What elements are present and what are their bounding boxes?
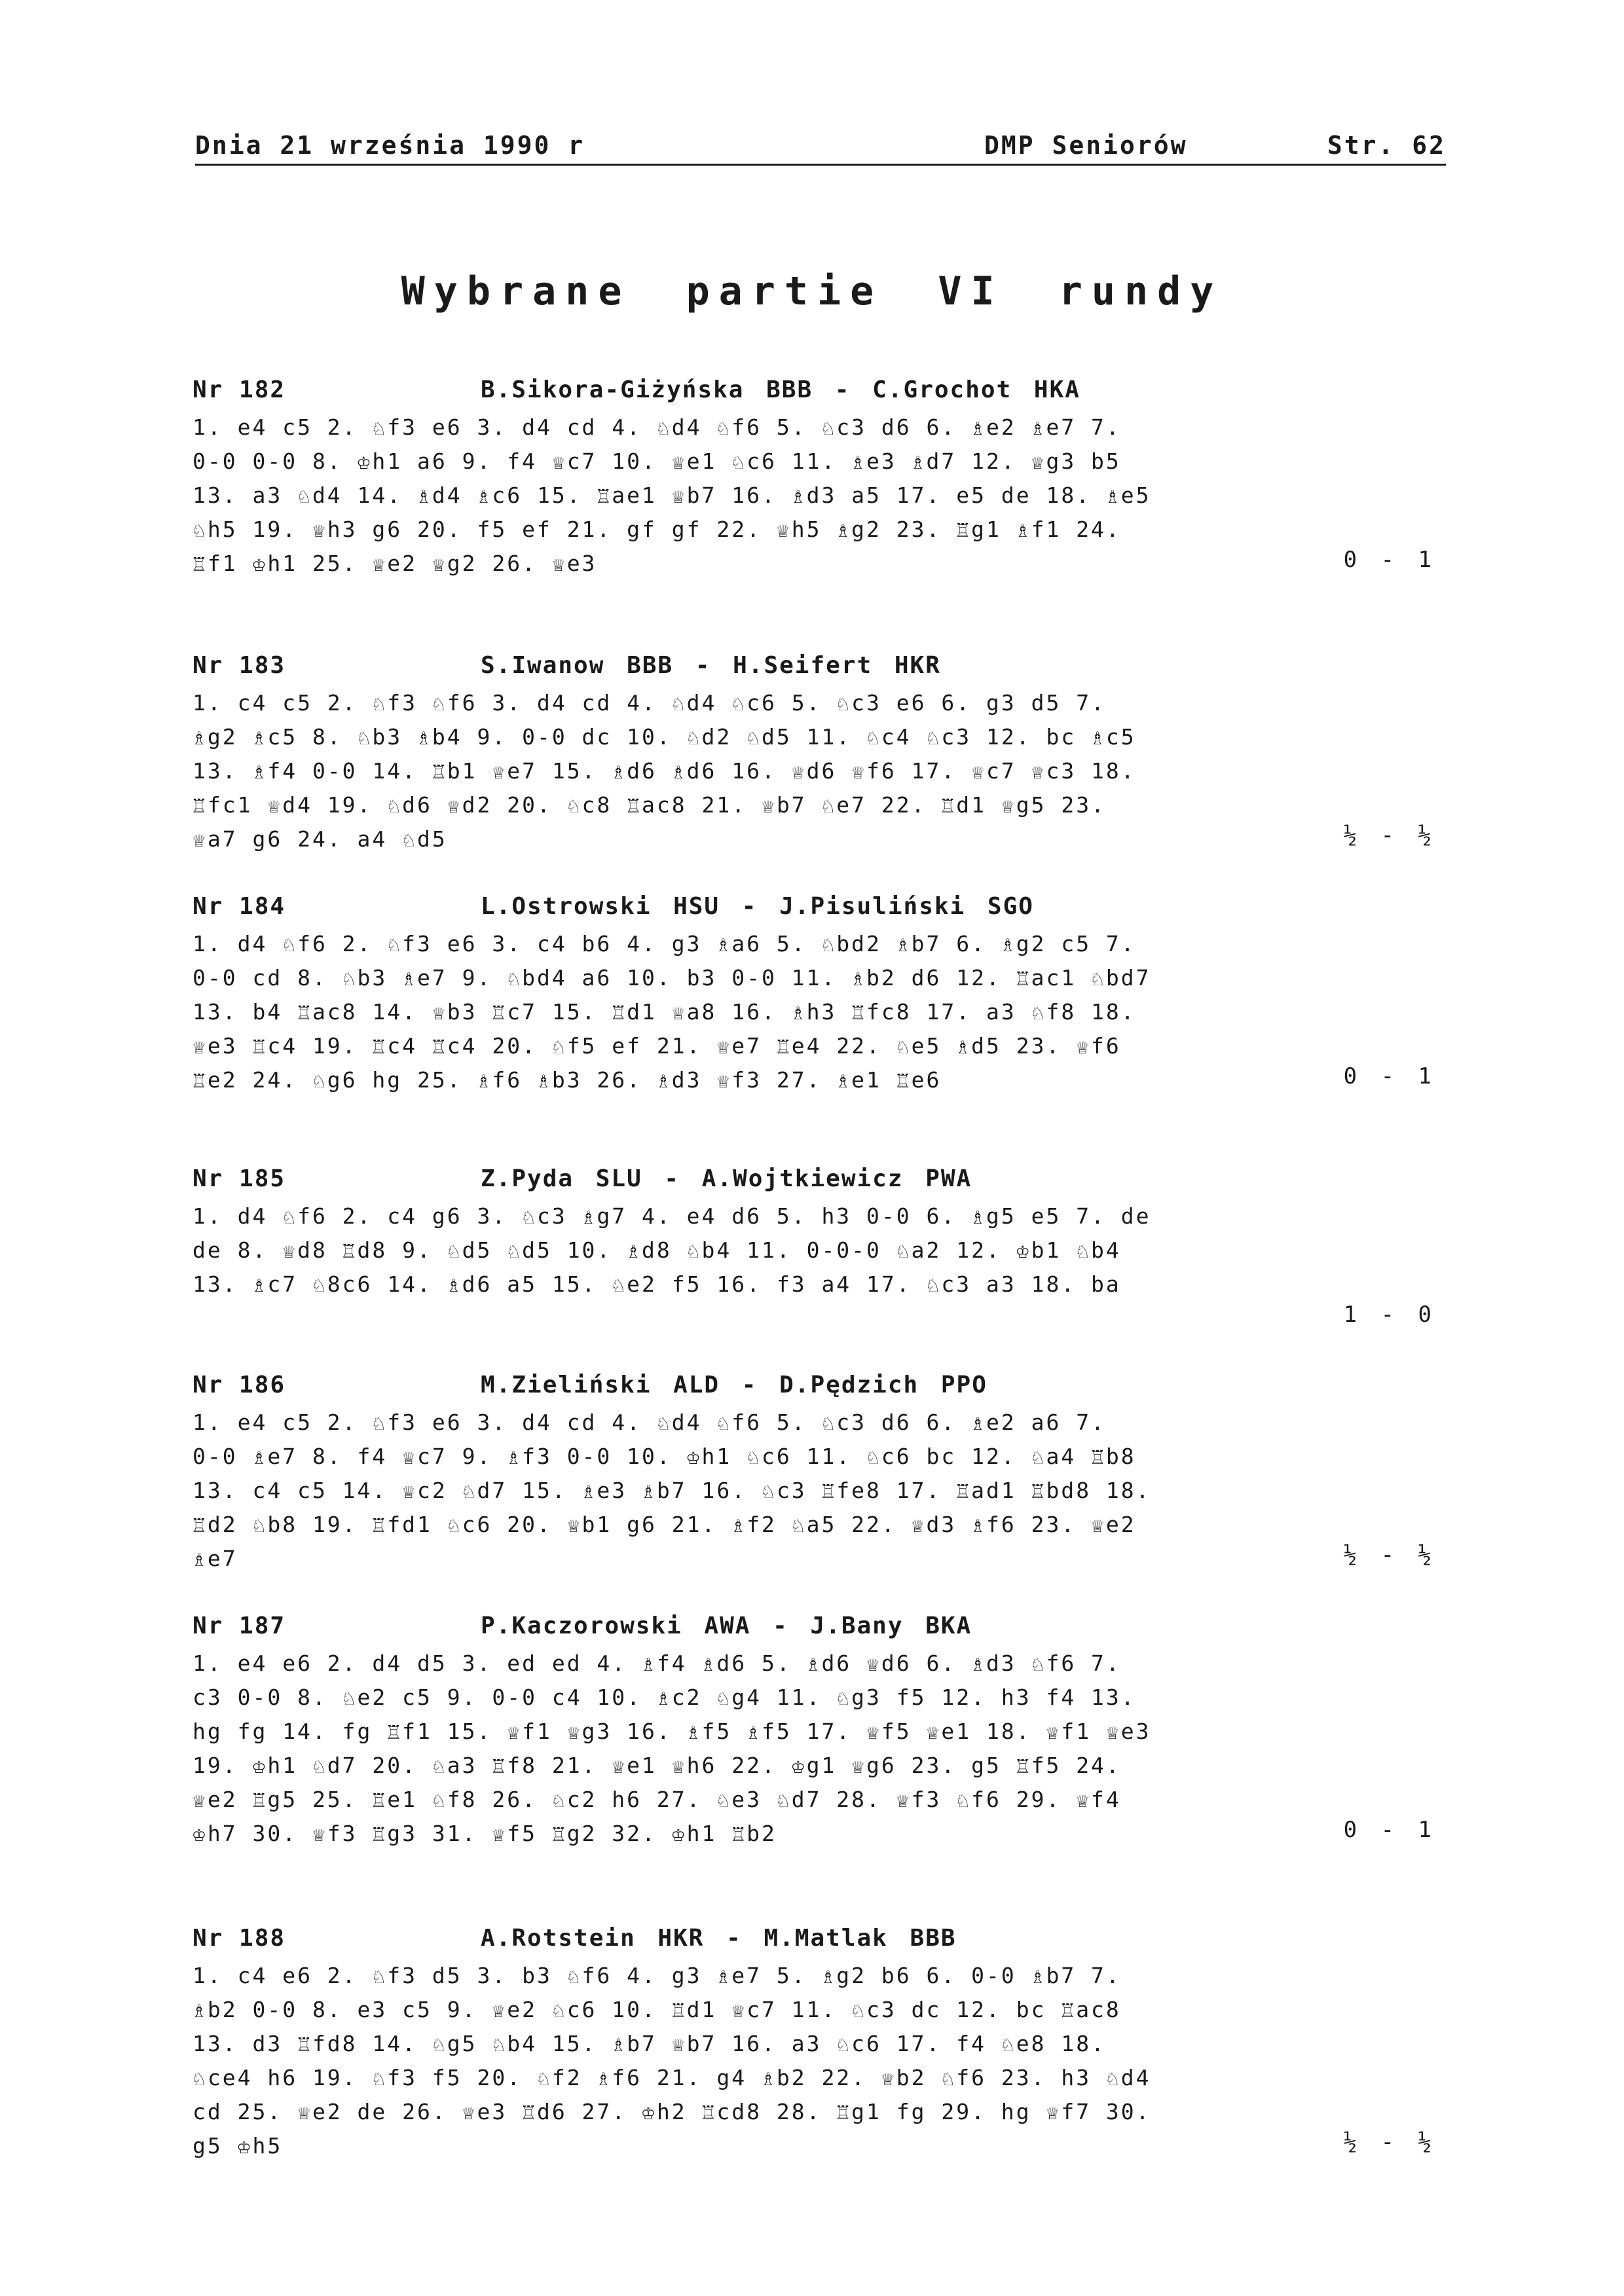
move-line: 13. b4 ♖ac8 14. ♕b3 ♖c7 15. ♖d1 ♕a8 16. ♗h3 ♖fc8 17. a3 ♘f8 18. <box>193 999 1136 1025</box>
move-line: ♖fc1 ♕d4 19. ♘d6 ♕d2 20. ♘c8 ♖ac8 21. ♕b7 ♘e7 22. ♖d1 ♕g5 23. <box>193 792 1106 818</box>
game-record <box>193 1165 1437 1328</box>
move-line: hg fg 14. fg ♖f1 15. ♕f1 ♕g3 16. ♗f5 ♗f5 17. ♕f5 ♕e1 18. ♕f1 ♕e3 <box>193 1719 1151 1744</box>
game-players: M.Zieliński ALD - D.Pędzich PPO <box>481 1372 987 1398</box>
move-line: 1. e4 c5 2. ♘f3 e6 3. d4 cd 4. ♘d4 ♘f6 5. ♘c3 d6 6. ♗e2 ♗e7 7. <box>193 414 1121 440</box>
move-line: ♕e2 ♖g5 25. ♖e1 ♘f8 26. ♘c2 h6 27. ♘e3 ♘d7 28. ♕f3 ♘f6 29. ♕f4 <box>193 1787 1121 1812</box>
game-result: ½ - ½ <box>1343 1542 1437 1568</box>
move-line: de 8. ♕d8 ♖d8 9. ♘d5 ♘d5 10. ♗d8 ♘b4 11. 0-0-0 ♘a2 12. ♔b1 ♘b4 <box>193 1237 1121 1263</box>
game-result: 0 - 1 <box>1343 547 1437 573</box>
game-players: A.Rotstein HKR - M.Matlak BBB <box>481 1925 957 1952</box>
move-line: 1. e4 c5 2. ♘f3 e6 3. d4 cd 4. ♘d4 ♘f6 5. ♘c3 d6 6. ♗e2 a6 7. <box>193 1410 1106 1435</box>
game-result: 0 - 1 <box>1343 1817 1437 1843</box>
move-line: 1. d4 ♘f6 2. ♘f3 e6 3. c4 b6 4. g3 ♗a6 5. ♘bd2 ♗b7 6. ♗g2 c5 7. <box>193 931 1136 957</box>
move-line: ♕e3 ♖c4 19. ♖c4 ♖c4 20. ♘f5 ef 21. ♕e7 ♖e4 22. ♘e5 ♗d5 23. ♕f6 <box>193 1033 1121 1059</box>
move-line: 1. c4 c5 2. ♘f3 ♘f6 3. d4 cd 4. ♘d4 ♘c6 5. ♘c3 e6 6. g3 d5 7. <box>193 690 1106 716</box>
page-title: Wybrane partie VI rundy <box>401 268 1223 314</box>
header-event: DMP Seniorów <box>984 131 1188 160</box>
move-line: 1. e4 e6 2. d4 d5 3. ed ed 4. ♗f4 ♗d6 5. ♗d6 ♕d6 6. ♗d3 ♘f6 7. <box>193 1650 1121 1676</box>
move-line: ♗g2 ♗c5 8. ♘b3 ♗b4 9. 0-0 dc 10. ♘d2 ♘d5 11. ♘c4 ♘c3 12. bc ♗c5 <box>193 724 1136 750</box>
game-record <box>193 1372 1437 1576</box>
game-number: Nr 188 <box>193 1925 286 1952</box>
move-line: 19. ♔h1 ♘d7 20. ♘a3 ♖f8 21. ♕e1 ♕h6 22. ♔g1 ♕g6 23. g5 ♖f5 24. <box>193 1753 1121 1778</box>
game-record <box>193 376 1437 581</box>
game-number: Nr 187 <box>193 1613 286 1639</box>
game-number: Nr 183 <box>193 652 286 679</box>
game-header <box>193 1925 1437 1959</box>
game-players: L.Ostrowski HSU - J.Pisuliński SGO <box>481 893 1034 920</box>
game-header <box>193 376 1437 410</box>
move-line: ♖e2 24. ♘g6 hg 25. ♗f6 ♗b3 26. ♗d3 ♕f3 27. ♗e1 ♖e6 <box>193 1067 942 1093</box>
game-result: 0 - 1 <box>1343 1063 1437 1089</box>
move-line: ♖d2 ♘b8 19. ♖fd1 ♘c6 20. ♕b1 g6 21. ♗f2 ♘a5 22. ♕d3 ♗f6 23. ♕e2 <box>193 1512 1136 1537</box>
game-header <box>193 1165 1437 1199</box>
game-number: Nr 182 <box>193 376 286 403</box>
game-record <box>193 1925 1437 2163</box>
move-line: 1. d4 ♘f6 2. c4 g6 3. ♘c3 ♗g7 4. e4 d6 5. h3 0-0 6. ♗g5 e5 7. de <box>193 1203 1151 1229</box>
move-line: ♗b2 0-0 8. e3 c5 9. ♕e2 ♘c6 10. ♖d1 ♕c7 11. ♘c3 dc 12. bc ♖ac8 <box>193 1997 1121 2022</box>
game-record <box>193 893 1437 1097</box>
move-line: g5 ♔h5 <box>193 2133 283 2159</box>
move-line: 13. ♗f4 0-0 14. ♖b1 ♕e7 15. ♗d6 ♗d6 16. ♕d6 ♕f6 17. ♕c7 ♕c3 18. <box>193 758 1136 784</box>
game-players: Z.Pyda SLU - A.Wojtkiewicz PWA <box>481 1165 972 1192</box>
move-line: 0-0 cd 8. ♘b3 ♗e7 9. ♘bd4 a6 10. b3 0-0 11. ♗b2 d6 12. ♖ac1 ♘bd7 <box>193 965 1151 991</box>
game-record <box>193 1613 1437 1851</box>
game-players: P.Kaczorowski AWA - J.Bany BKA <box>481 1613 972 1639</box>
move-line: 13. ♗c7 ♘8c6 14. ♗d6 a5 15. ♘e2 f5 16. f3 a4 17. ♘c3 a3 18. ba <box>193 1271 1121 1297</box>
game-players: B.Sikora-Giżyńska BBB - C.Grochot HKA <box>481 376 1080 403</box>
move-line: 0-0 0-0 8. ♔h1 a6 9. f4 ♕c7 10. ♕e1 ♘c6 11. ♗e3 ♗d7 12. ♕g3 b5 <box>193 448 1121 474</box>
move-line: ♔h7 30. ♕f3 ♖g3 31. ♕f5 ♖g2 32. ♔h1 ♖b2 <box>193 1821 777 1846</box>
game-result: 1 - 0 <box>1343 1302 1437 1328</box>
move-line: ♖f1 ♔h1 25. ♕e2 ♕g2 26. ♕e3 <box>193 551 597 576</box>
game-header <box>193 652 1437 686</box>
game-number: Nr 186 <box>193 1372 286 1398</box>
move-line: c3 0-0 8. ♘e2 c5 9. 0-0 c4 10. ♗c2 ♘g4 11. ♘g3 f5 12. h3 f4 13. <box>193 1685 1136 1710</box>
move-line: 13. c4 c5 14. ♕c2 ♘d7 15. ♗e3 ♗b7 16. ♘c3 ♖fe8 17. ♖ad1 ♖bd8 18. <box>193 1478 1151 1503</box>
game-record <box>193 652 1437 856</box>
header-date: Dnia 21 września 1990 r <box>195 131 585 160</box>
game-result: ½ - ½ <box>1343 822 1437 848</box>
move-line: 0-0 ♗e7 8. f4 ♕c7 9. ♗f3 0-0 10. ♔h1 ♘c6 11. ♘c6 bc 12. ♘a4 ♖b8 <box>193 1444 1136 1469</box>
move-line: 13. a3 ♘d4 14. ♗d4 ♗c6 15. ♖ae1 ♕b7 16. ♗d3 a5 17. e5 de 18. ♗e5 <box>193 483 1151 508</box>
move-line: ♕a7 g6 24. a4 ♘d5 <box>193 826 447 852</box>
move-line: cd 25. ♕e2 de 26. ♕e3 ♖d6 27. ♔h2 ♖cd8 28. ♖g1 fg 29. hg ♕f7 30. <box>193 2099 1151 2124</box>
game-players: S.Iwanow BBB - H.Seifert HKR <box>481 652 941 679</box>
move-line: 1. c4 e6 2. ♘f3 d5 3. b3 ♘f6 4. g3 ♗e7 5. ♗g2 b6 6. 0-0 ♗b7 7. <box>193 1963 1121 1988</box>
move-line: ♘h5 19. ♕h3 g6 20. f5 ef 21. gf gf 22. ♕h5 ♗g2 23. ♖g1 ♗f1 24. <box>193 517 1121 542</box>
game-number: Nr 184 <box>193 893 286 920</box>
game-header <box>193 1372 1437 1406</box>
move-line: ♘ce4 h6 19. ♘f3 f5 20. ♘f2 ♗f6 21. g4 ♗b2 22. ♕b2 ♘f6 23. h3 ♘d4 <box>193 2065 1151 2090</box>
move-line: ♗e7 <box>193 1546 238 1571</box>
game-result: ½ - ½ <box>1343 2129 1437 2155</box>
header-page-number: Str. 62 <box>1327 131 1446 160</box>
game-header <box>193 893 1437 927</box>
game-number: Nr 185 <box>193 1165 286 1192</box>
page-header <box>195 131 1446 166</box>
move-line: 13. d3 ♖fd8 14. ♘g5 ♘b4 15. ♗b7 ♕b7 16. a3 ♘c6 17. f4 ♘e8 18. <box>193 2031 1106 2056</box>
game-header <box>193 1613 1437 1647</box>
